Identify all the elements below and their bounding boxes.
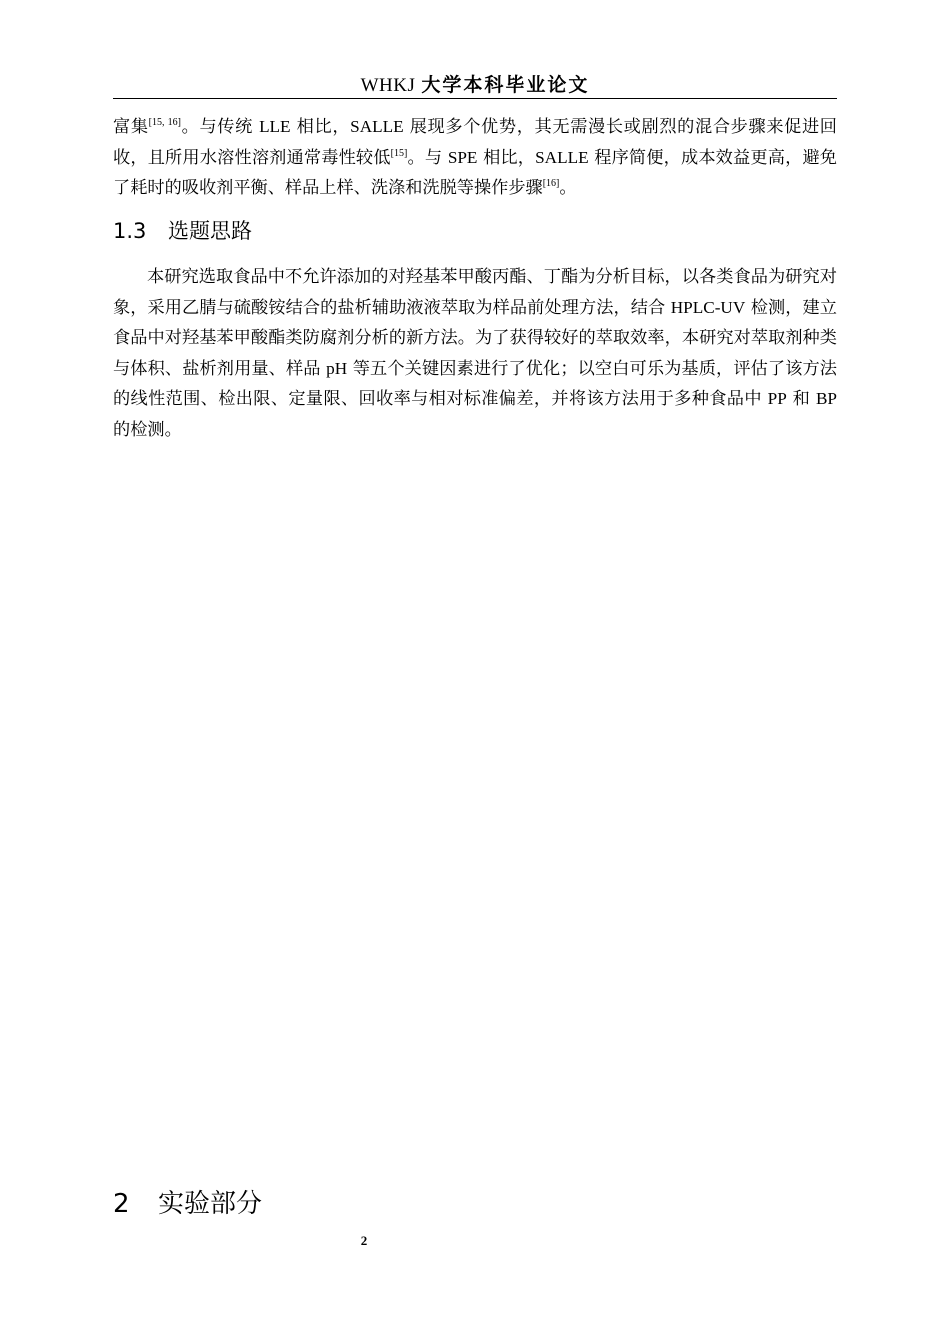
text-run: 展现多个优势，其无需漫长或剧烈的混合步骤来促进回收，且所用水溶性溶剂通常毒性较低 (113, 117, 837, 168)
text-run: 的检测。 (113, 419, 182, 440)
chapter-heading-2 (113, 1186, 262, 1222)
chapter-title: 实验部分 (158, 1189, 263, 1219)
running-header (113, 72, 837, 98)
section-heading-1-3 (113, 216, 252, 246)
term-pp: PP (767, 389, 787, 409)
header-rule (113, 98, 837, 99)
citation: [15] (390, 147, 408, 159)
term-salle: SALLE (350, 117, 404, 136)
term-bp: BP (815, 389, 837, 409)
text-run: 富集 (113, 117, 149, 137)
section-number: 1.3 (113, 219, 147, 243)
term-salle: SALLE (535, 147, 589, 167)
text-run: 。 (559, 178, 577, 199)
chapter-number: 2 (113, 1189, 130, 1219)
text-run: 等五个关键因素进行了优化；以空白可乐为基质，评估了该方法的线性范围、检出限、定量限、回收率与相对标准偏差，并将该方法用于多种食品中 (113, 358, 837, 410)
text-run: 和 (786, 389, 816, 410)
text-run: 检测，建立食品中对羟基苯甲酸酯类防腐剂分析的新方法。为了获得较好的萃取效率，本研究对萃取剂种类与体积、盐析剂用量、样品 (113, 297, 837, 379)
header-latin: WHKJ (360, 75, 416, 96)
page-number: 2 (360, 1233, 368, 1248)
citation: [15, 16] (148, 117, 181, 128)
term-ph: pH (326, 358, 348, 378)
term-spe: SPE (447, 147, 478, 167)
paragraph-research-approach (113, 262, 837, 446)
text-run: 。与 (407, 147, 448, 168)
term-hplc-uv: HPLC-UV (670, 297, 746, 317)
citation: [16] (542, 178, 560, 190)
term-lle: LLE (259, 117, 291, 136)
header-title: 大学本科毕业论文 (421, 74, 590, 96)
text-run: 相比， (290, 117, 351, 137)
text-run: 相比， (477, 147, 536, 168)
text-run: 。与传统 (180, 117, 260, 137)
text-run: 本研究选取食品中不允许添加的对羟基苯甲酸丙酯、丁酯为分析目标，以各类食品为研究对象，采用乙腈与硫酸铵结合的盐析辅助液液萃取为样品前处理方法，结合 (113, 267, 837, 318)
paragraph-salle-advantages (113, 112, 837, 204)
section-title: 选题思路 (168, 219, 252, 243)
text-run: 程序简便，成本效益更高，避免了耗时的吸收剂平衡、样品上样、洗涤和洗脱等操作步骤 (113, 147, 837, 199)
